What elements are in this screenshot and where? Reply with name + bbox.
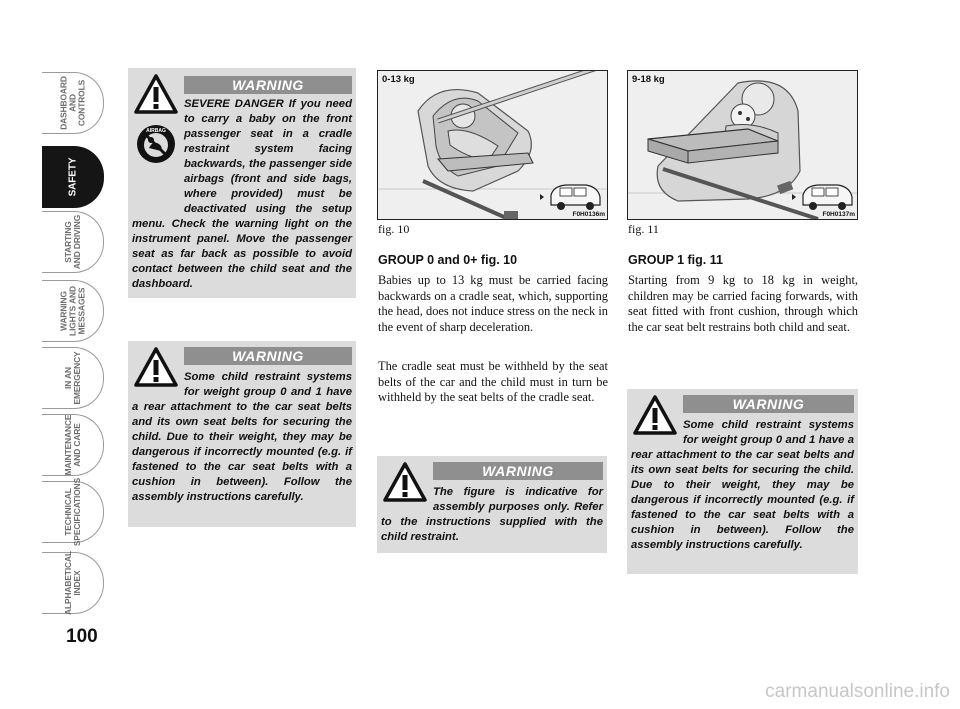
warning-box-child-restraint	[627, 389, 858, 574]
tab-label: STARTING AND DRIVING	[62, 214, 82, 270]
figure-code: F0H0137m	[822, 211, 855, 218]
warning-title: WARNING	[184, 347, 352, 365]
figure-10	[377, 70, 608, 220]
warning-box-figure-indicative	[377, 456, 607, 553]
section-heading-group-1: GROUP 1 fig. 11	[628, 253, 723, 267]
tab-label: MAINTENANCE AND CARE	[62, 414, 82, 476]
warning-box-airbag	[128, 68, 356, 298]
watermark: carmanualsonline.info	[765, 681, 950, 702]
tab-label: WARNING LIGHTS AND MESSAGES	[58, 286, 86, 336]
tab-in-an-emergency[interactable]	[42, 347, 104, 409]
figure-caption: fig. 10	[378, 222, 410, 236]
cradle-seat-illustration	[378, 71, 607, 219]
page-number: 100	[66, 626, 98, 647]
tab-label: TECHNICAL SPECIFICATIONS	[62, 477, 82, 547]
warning-text-content: Some child restraint systems for weight group 0 and 1 have a rear attachment to the car seat belts and its own seat belts for securing the child. Due to their weight, they may be dangerous if incorrectly mounted (e.g. if fastened to the car seat belts with a cushion in between). Follow the assembly instructions carefully.	[132, 371, 352, 503]
paragraph: Starting from 9 kg to 18 kg in weight, children may be carried facing forwards, with seat fitted with front cushion, through which the car seat belt restrains both child and seat.	[628, 273, 858, 334]
paragraph: The cradle seat must be withheld by the seat belts of the car and the child must in turn be withheld by the seat belts of the cradle seat.	[378, 359, 608, 405]
forward-seat-illustration	[628, 71, 857, 219]
tab-safety[interactable]	[42, 146, 104, 208]
warning-title: WARNING	[433, 462, 603, 480]
figure-weight-label: 9-18 kg	[632, 74, 665, 85]
warning-text	[132, 97, 352, 292]
section-heading-group-0: GROUP 0 and 0+ fig. 10	[378, 253, 518, 267]
warning-title: WARNING	[683, 395, 854, 413]
warning-text	[631, 418, 854, 553]
figure-weight-label: 0-13 kg	[382, 74, 415, 85]
warning-box-child-restraint	[128, 341, 356, 527]
tab-label: IN AN EMERGENCY	[62, 351, 82, 405]
figure-11	[627, 70, 858, 220]
tab-label: ALPHABETICAL INDEX	[62, 551, 82, 615]
tab-label: SAFETY	[67, 157, 78, 197]
tab-maintenance-and-care[interactable]	[42, 414, 104, 476]
tab-warning-lights-and-messages[interactable]	[42, 280, 104, 342]
warning-text	[381, 485, 603, 545]
tab-alphabetical-index[interactable]	[42, 552, 104, 614]
warning-title: WARNING	[184, 76, 352, 94]
tab-technical-specifications[interactable]	[42, 477, 104, 547]
figure-caption: fig. 11	[628, 222, 659, 236]
paragraph: Babies up to 13 kg must be carried facing backwards on a cradle seat, which, supporting the head, does not induce stress on the neck in the event of sharp deceleration.	[378, 273, 608, 334]
tab-starting-and-driving[interactable]	[42, 211, 104, 273]
warning-text	[132, 370, 352, 505]
warning-text-content: Some child restraint systems for weight group 0 and 1 have a rear attachment to the car seat belts and its own seat belts for securing the child. Due to their weight, they may be dangerous if incorrectly mounted (e.g. if fastened to the car seat belts with a cushion in between). Follow the assembly instructions carefully.	[631, 419, 854, 551]
airbag-icon-label: AIRBAG	[146, 128, 166, 134]
tab-dashboard-and-controls[interactable]	[42, 72, 104, 134]
warning-text-content: The figure is indicative for assembly purposes only. Refer to the instructions supplied with the child restraint.	[381, 486, 603, 543]
warning-text-content: SEVERE DANGER If you need to carry a baby on the front passenger seat in a cradle restraint system facing backwards, the passenger side airbags (front and side bags, where provided) must be deactivated using the setup menu. Check the warning light on the instrument panel. Move the passenger seat as far back as possible to avoid contact between the child seat and the dashboard.	[132, 98, 352, 290]
figure-code: F0H0136m	[572, 211, 605, 218]
tab-label: DASHBOARD AND CONTROLS	[58, 76, 86, 130]
